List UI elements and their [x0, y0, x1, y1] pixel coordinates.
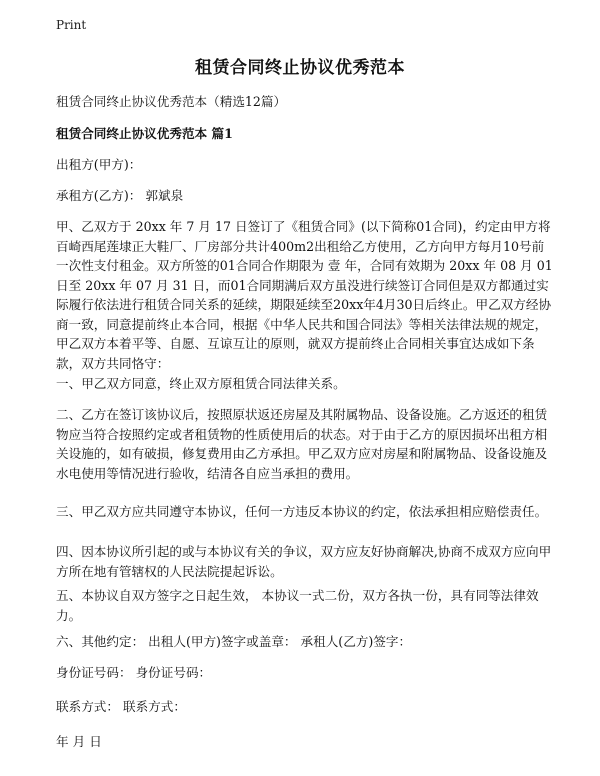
intro-paragraph: 甲、乙双方于 20xx 年 7 月 17 日签订了《租赁合同》(以下简称01合同)，约定由甲方将 百崎西尾莲埭正大鞋厂、厂房部分共计400m2出租给乙方使用，乙方向甲方每月10号前一次性支付租金。双方所签的01合同合作期限为 壹 年，合同有效期为 20xx 年 08 月 01 日至 20xx 年 07 月 31 日，而01合同期满后双方虽没进行续签订合同但是双方都通过实际履行依法进行租赁合同关系的延续，期限延续至20xx年4月30日后终止。甲乙双方经协商一致，同意提前终止本合同，根据《中华人民共和国合同法》等相关法律法规的规定，甲乙双方本着平等、自愿、互谅互让的原则，就双方提前终止合同相关事宜达成如下条款，双方共同恪守：: [56, 219, 553, 371]
contact-line: 联系方式： 联系方式：: [56, 699, 186, 714]
clause-3: 三、甲乙双方应共同遵守本协议，任何一方违反本协议的约定，依法承担相应赔偿责任。: [56, 504, 548, 519]
page-title: 租赁合同终止协议优秀范本: [195, 58, 405, 78]
lessee-line: 承租方(乙方)： 郭斌泉: [56, 188, 184, 203]
clause-5: 五、本协议自双方签字之日起生效， 本协议一式二份，双方各执一份，具有同等法律效力。: [56, 588, 539, 623]
clause-2: 二、乙方在签订该协议后，按照原状返还房屋及其附属物品、设备设施。乙方返还的租赁物应当符合按照约定或者租赁物的性质使用后的状态。对于由于乙方的原因损坏出租方相关设施的，如有破损，修复费用由乙方承担。甲乙双方应对房屋和附属物品、设备设施及水电使用等情况进行验收，结清各自应当承担的费用。: [56, 407, 548, 481]
lessor-line: 出租方(甲方)：: [56, 157, 142, 172]
date-line: 年 月 日: [56, 734, 102, 749]
clause-4: 四、因本协议所引起的或与本协议有关的争议，双方应友好协商解决,协商不成双方应向甲方所在地有管辖权的人民法院提起诉讼。: [56, 544, 552, 579]
document-subtitle: 租赁合同终止协议优秀范本（精选12篇）: [56, 94, 287, 109]
print-label[interactable]: Print: [56, 18, 87, 32]
clause-1: 一、甲乙双方同意，终止双方原租赁合同法律关系。: [56, 376, 346, 391]
clause-6: 六、其他约定： 出租人(甲方)签字或盖章： 承租人(乙方)签字：: [56, 634, 412, 649]
id-number-line: 身份证号码： 身份证号码：: [56, 665, 212, 680]
section-heading: 租赁合同终止协议优秀范本 篇1: [56, 126, 233, 141]
